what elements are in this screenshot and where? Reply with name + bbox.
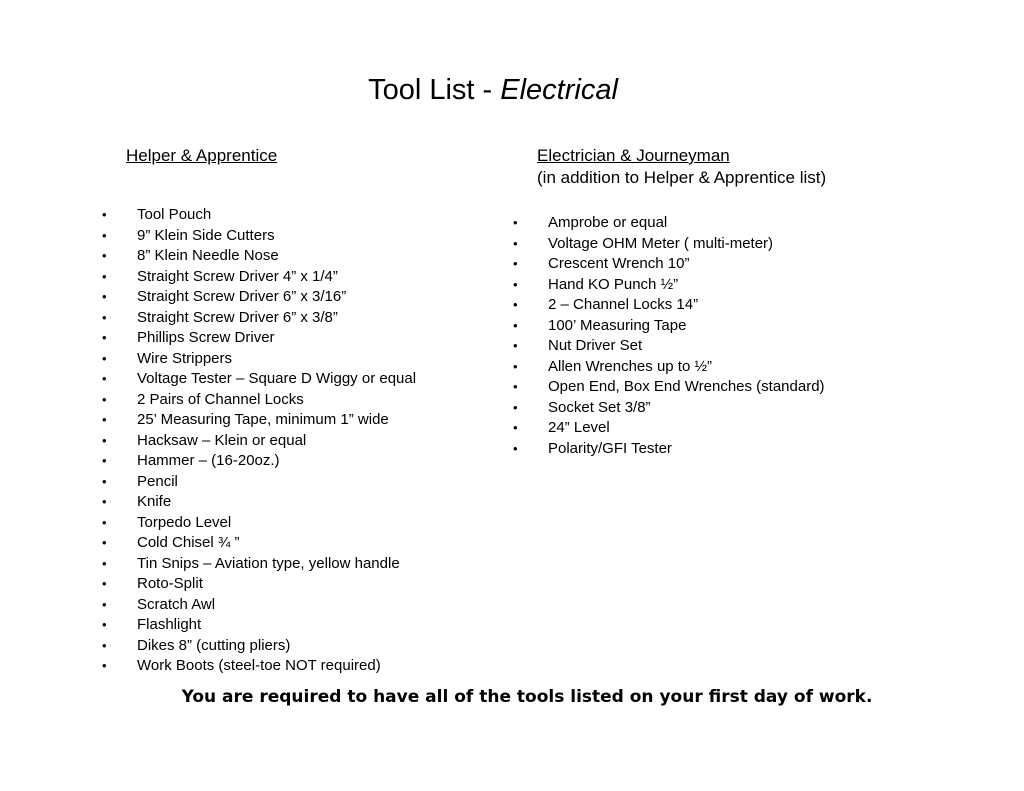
bullet-icon: •: [102, 535, 107, 550]
list-item-text: Wire Strippers: [137, 349, 233, 367]
bullet-icon: •: [102, 371, 107, 386]
bullet-icon: •: [102, 596, 107, 612]
bullet-icon: •: [102, 350, 107, 366]
list-item-text: Voltage OHM Meter ( multi-meter): [548, 234, 774, 252]
left-column-header: [126, 145, 277, 167]
title-emphasis: Electrical: [500, 74, 618, 106]
list-item-text: Voltage Tester – Square D Wiggy or equal: [137, 370, 417, 387]
bullet-icon: •: [102, 576, 107, 591]
list-item-text: Allen Wrenches up to ½”: [548, 357, 712, 375]
list-item-text: 8” Klein Needle Nose: [137, 247, 279, 264]
list-item-text: Dikes 8” (cutting pliers): [137, 636, 291, 654]
list-item-text: Tin Snips – Aviation type, yellow handle: [137, 554, 400, 572]
list-item-text: Scratch Awl: [137, 595, 216, 613]
bullet-icon: •: [513, 215, 518, 230]
list-item-text: Hacksaw – Klein or equal: [137, 431, 307, 449]
left-column-heading: Helper & Apprentice: [126, 146, 278, 165]
bullet-icon: •: [513, 420, 518, 435]
bullet-icon: •: [102, 617, 107, 632]
bullet-icon: •: [102, 514, 107, 530]
bullet-icon: •: [102, 268, 107, 284]
bullet-icon: •: [102, 309, 107, 325]
bullet-icon: •: [102, 289, 107, 304]
bullet-icon: •: [513, 338, 518, 353]
bullet-icon: •: [102, 207, 107, 222]
list-item-text: Polarity/GFI Tester: [548, 439, 672, 457]
bullet-icon: •: [102, 473, 107, 489]
title-prefix: Tool List -: [368, 74, 501, 106]
bullet-icon: •: [102, 555, 107, 571]
bullet-icon: •: [513, 379, 518, 394]
list-item-text: 24” Level: [548, 419, 610, 436]
bullet-icon: •: [102, 494, 107, 509]
bullet-icon: •: [513, 399, 518, 415]
list-item-text: 9” Klein Side Cutters: [137, 226, 275, 244]
list-item-text: 100’ Measuring Tape: [548, 316, 687, 334]
bullet-icon: •: [102, 637, 107, 653]
bullet-icon: •: [102, 227, 107, 243]
right-column-header: [537, 145, 826, 189]
list-item-text: Straight Screw Driver 4” x 1/4”: [137, 267, 338, 285]
bullet-icon: •: [513, 440, 518, 456]
list-item-text: Flashlight: [137, 616, 202, 633]
list-item-text: Roto-Split: [137, 575, 203, 592]
list-item-text: Hand KO Punch ½”: [548, 275, 679, 293]
bullet-icon: •: [102, 453, 107, 468]
list-item-text: Socket Set 3/8”: [548, 398, 651, 416]
right-column-subheading: (in addition to Helper & Apprentice list): [537, 168, 827, 187]
bullet-icon: •: [513, 276, 518, 292]
bullet-icon: •: [513, 235, 518, 251]
list-item-text: Amprobe or equal: [548, 214, 668, 231]
bullet-icon: •: [513, 358, 518, 374]
list-item-text: Straight Screw Driver 6” x 3/16”: [137, 288, 347, 305]
list-item-text: 2 Pairs of Channel Locks: [137, 390, 304, 408]
page-title: [0, 72, 986, 108]
bullet-icon: •: [102, 432, 107, 448]
list-item-text: Straight Screw Driver 6” x 3/8”: [137, 308, 338, 326]
list-item-text: Work Boots (steel-toe NOT required): [137, 657, 381, 674]
list-item-text: Phillips Screw Driver: [137, 329, 275, 346]
list-item-text: Knife: [137, 493, 172, 510]
list-item-text: Open End, Box End Wrenches (standard): [548, 378, 825, 395]
right-column-heading: Electrician & Journeyman: [537, 146, 730, 165]
list-item-text: Pencil: [137, 472, 178, 490]
list-item-text: Nut Driver Set: [548, 337, 643, 354]
bullet-icon: •: [102, 412, 107, 427]
list-item-text: 25’ Measuring Tape, minimum 1” wide: [137, 411, 389, 428]
list-item-text: Crescent Wrench 10”: [548, 255, 690, 272]
bullet-icon: •: [513, 317, 518, 333]
bullet-icon: •: [513, 297, 518, 312]
footer-notice: You are required to have all of the tools listed on your first day of work.: [181, 687, 873, 707]
list-item-text: Hammer – (16-20oz.): [137, 452, 280, 469]
bullet-icon: •: [102, 330, 107, 345]
bullet-icon: •: [513, 256, 518, 271]
bullet-icon: •: [102, 248, 107, 263]
list-item-text: Torpedo Level: [137, 513, 232, 531]
list-item-text: Tool Pouch: [137, 206, 212, 223]
list-item-text: 2 – Channel Locks 14”: [548, 296, 699, 313]
bullet-icon: •: [102, 391, 107, 407]
list-item-text: Cold Chisel ¾ ”: [137, 534, 240, 551]
bullet-icon: •: [102, 658, 107, 673]
